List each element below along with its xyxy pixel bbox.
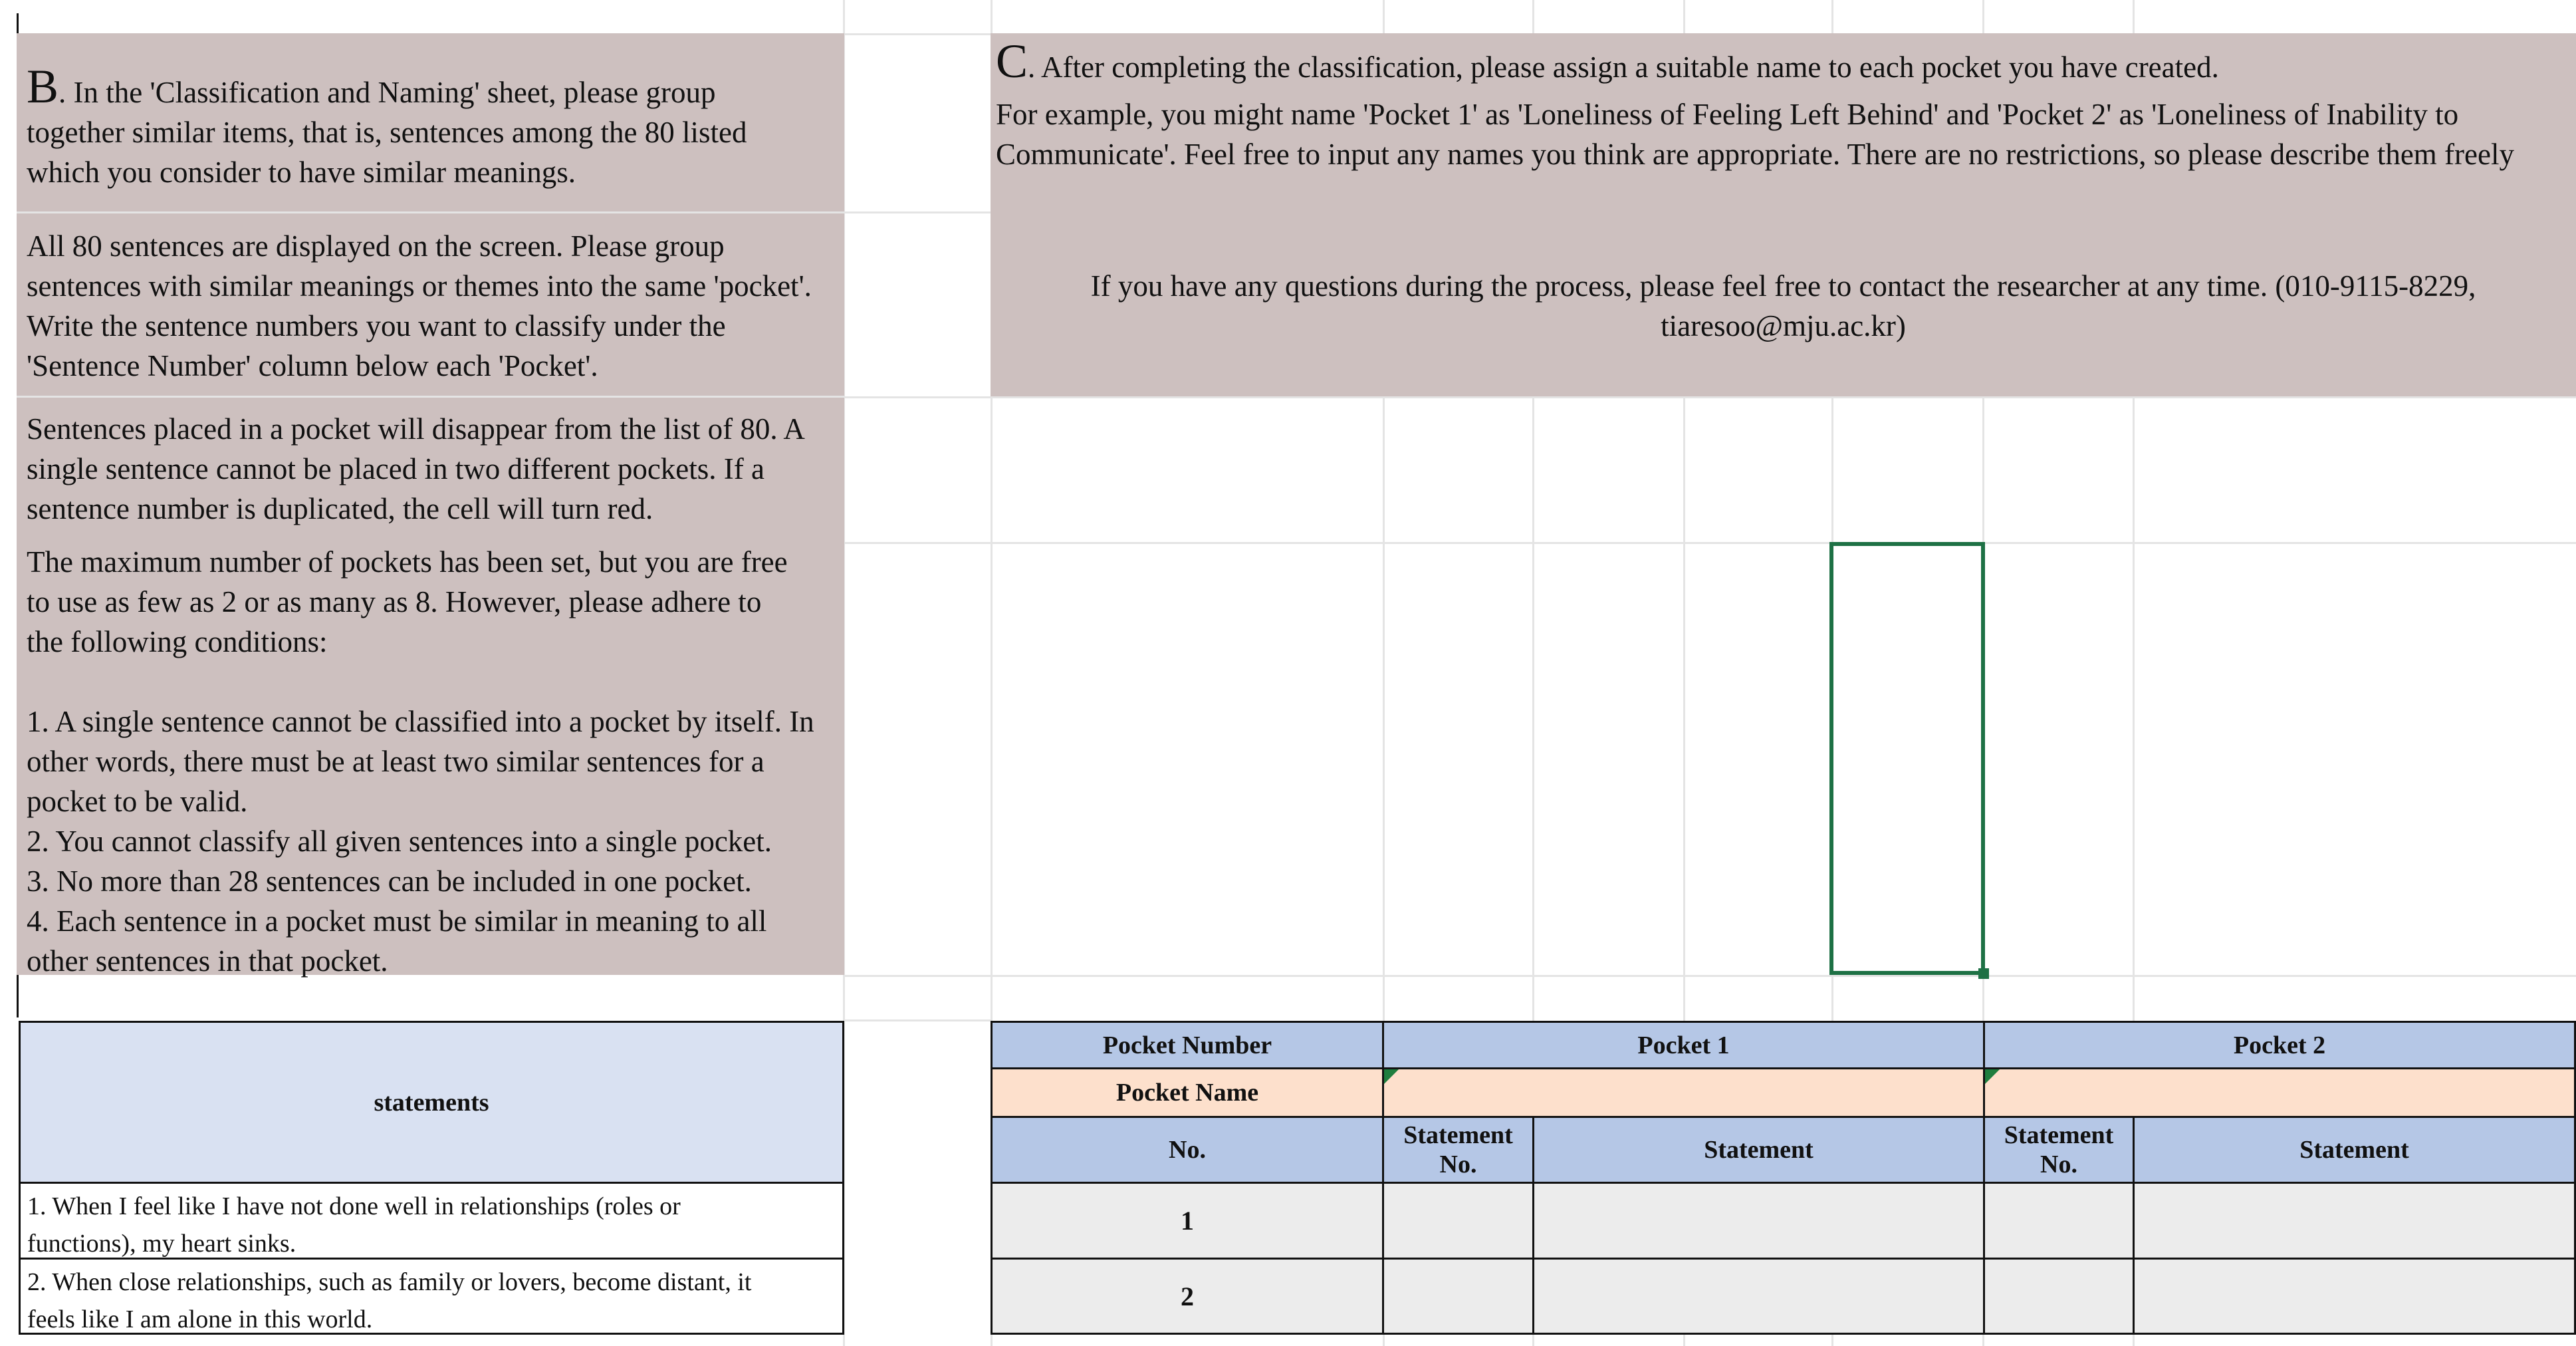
instructions-section-c[interactable] bbox=[991, 33, 2576, 396]
section-b-p2: All 80 sentences are displayed on the screen. Please group sentences with similar meanings or themes into the same 'pocket'. Write the sentence numbers you want to classify under the 'Sentence Number' column below each 'Pocket'. bbox=[27, 229, 812, 382]
pocket-2-statement-no-cell[interactable] bbox=[1983, 1258, 2135, 1335]
section-b-p4: The maximum number of pockets has been set, but you are free to use as few as 2 or as many as 8. However, please adhere to the following conditions: bbox=[27, 545, 788, 658]
pocket-1-title[interactable]: Pocket 1 bbox=[1382, 1021, 1985, 1069]
pocket-1-statement-cell[interactable] bbox=[1532, 1258, 1985, 1335]
pocket-number-label[interactable]: Pocket Number bbox=[991, 1021, 1384, 1069]
instructions-section-b[interactable] bbox=[17, 33, 844, 978]
section-c-line1: . After completing the classification, please assign a suitable name to each pocket you have created. bbox=[1028, 51, 2219, 84]
cell-comment-indicator bbox=[1985, 1069, 2000, 1084]
grid-row-line bbox=[844, 1019, 991, 1021]
section-c-contact: If you have any questions during the process, please feel free to contact the researcher at any time. (010-9115-8229, tiaresoo@mju.ac.kr) bbox=[1090, 269, 2476, 342]
statements-header[interactable]: statements bbox=[19, 1021, 844, 1184]
section-b-p3: Sentences placed in a pocket will disappear from the list of 80. A single sentence cannot be placed in two different pockets. If a sentence number is duplicated, the cell will turn red. bbox=[27, 412, 805, 525]
pocket-1-statement-no-cell[interactable] bbox=[1382, 1182, 1534, 1260]
statement-row-1[interactable]: 1. When I feel like I have not done well in relationships (roles or functions), my heart sinks. bbox=[19, 1182, 844, 1260]
row-number-1[interactable]: 1 bbox=[991, 1182, 1384, 1260]
section-b-letter: B bbox=[27, 60, 59, 113]
section-b-intro bbox=[27, 60, 841, 192]
selected-cell[interactable] bbox=[1829, 542, 1985, 975]
pocket-2-statement-no-cell[interactable] bbox=[1983, 1182, 2135, 1260]
pocket-2-statement-header[interactable]: Statement bbox=[2133, 1116, 2576, 1184]
section-c-letter: C bbox=[996, 35, 1028, 88]
pocket-1-statement-no-cell[interactable] bbox=[1382, 1258, 1534, 1335]
pocket-2-statement-cell[interactable] bbox=[2133, 1182, 2576, 1260]
grid-row-line bbox=[844, 975, 2576, 977]
row-number-2[interactable]: 2 bbox=[991, 1258, 1384, 1335]
section-c-example: For example, you might name 'Pocket 1' as 'Loneliness of Feeling Left Behind' and 'Pocket 2' as 'Loneliness of Inability to Communicate'. Feel free to input any names you think are appropriate. There are no restrictions, so please describe them freely bbox=[996, 98, 2514, 171]
section-c-intro bbox=[996, 35, 2571, 88]
statement-row-2[interactable]: 2. When close relationships, such as family or lovers, become distant, it feels like I am alone in this world. bbox=[19, 1258, 844, 1335]
pocket-1-statement-cell[interactable] bbox=[1532, 1182, 1985, 1260]
section-b-p1: . In the 'Classification and Naming' sheet, please group together similar items, that is, sentences among the 80 listed which you consider to have similar meanings. bbox=[27, 76, 747, 189]
grid-row-line bbox=[844, 542, 2576, 544]
grid-row-line bbox=[844, 211, 991, 213]
no-label[interactable]: No. bbox=[991, 1116, 1384, 1184]
pocket-2-statement-no-header[interactable]: Statement No. bbox=[1983, 1116, 2135, 1184]
pocket-1-statement-no-header[interactable]: Statement No. bbox=[1382, 1116, 1534, 1184]
cell-comment-indicator bbox=[1384, 1069, 1399, 1084]
fill-handle[interactable] bbox=[1978, 968, 1989, 979]
section-b-conditions: 1. A single sentence cannot be classified into a pocket by itself. In other words, there must be at least two similar sentences for a pocket to be valid. 2. You cannot classify all given sentences into a single pocket. 3. No more than 28 sentences can be included in one pocket. 4. Each sentence in a pocket must be similar in meaning to all other sentences in that pocket. bbox=[27, 705, 814, 978]
pocket-2-name-input[interactable] bbox=[1983, 1067, 2576, 1118]
pocket-2-title[interactable]: Pocket 2 bbox=[1983, 1021, 2576, 1069]
pocket-1-name-input[interactable] bbox=[1382, 1067, 1985, 1118]
pocket-name-label[interactable]: Pocket Name bbox=[991, 1067, 1384, 1118]
pocket-2-statement-cell[interactable] bbox=[2133, 1258, 2576, 1335]
pocket-1-statement-header[interactable]: Statement bbox=[1532, 1116, 1985, 1184]
grid-row-line bbox=[844, 396, 2576, 398]
